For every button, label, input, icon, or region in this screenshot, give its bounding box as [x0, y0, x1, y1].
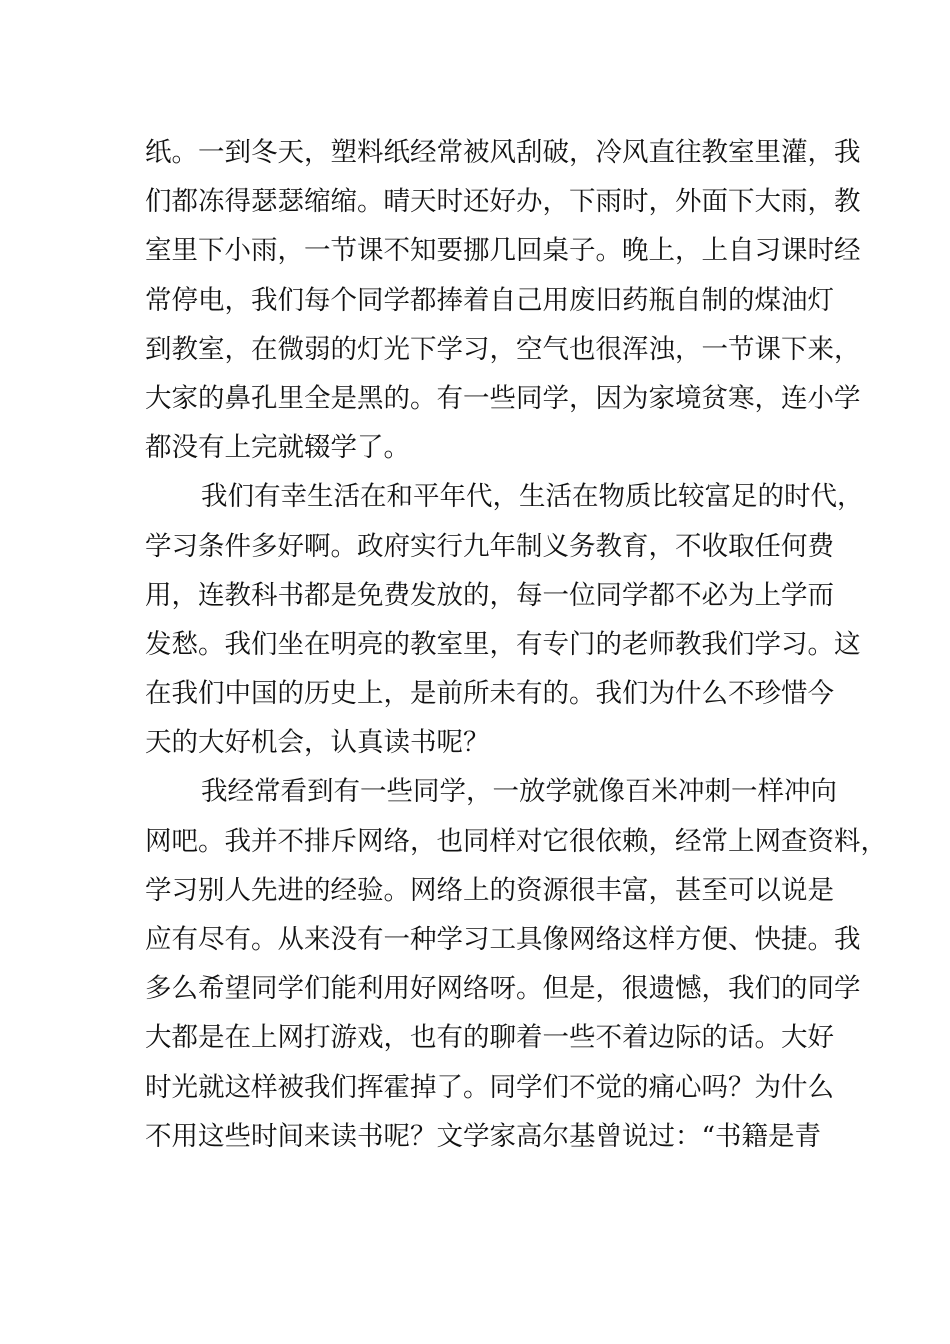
text-line: 学习别人先进的经验。网络上的资源很丰富，甚至可以说是 [145, 874, 834, 906]
text-line: 时光就这样被我们挥霍掉了。同学们不觉的痛心吗？为什么 [145, 1071, 834, 1103]
text-line: 我们有幸生活在和平年代，生活在物质比较富足的时代， [201, 481, 864, 513]
text-line: 大都是在上网打游戏，也有的聊着一些不着边际的话。大好 [145, 1022, 834, 1054]
text-line: 室里下小雨，一节课不知要挪几回桌子。晚上，上自习课时经 [145, 235, 861, 267]
text-line: 学习条件多好啊。政府实行九年制义务教育，不收取任何费 [145, 530, 834, 562]
text-line: 发愁。我们坐在明亮的教室里，有专门的老师教我们学习。这 [145, 628, 861, 660]
paragraph-1 [145, 128, 861, 472]
text-line: 网吧。我并不排斥网络，也同样对它很依赖，经常上网查资料， [145, 825, 887, 857]
paragraph-3 [145, 767, 887, 1161]
text-line: 大家的鼻孔里全是黑的。有一些同学，因为家境贫寒，连小学 [145, 382, 861, 414]
text-line: 天的大好机会，认真读书呢？ [145, 727, 490, 759]
document-body [145, 128, 887, 1161]
text-line: 我经常看到有一些同学，一放学就像百米冲刺一样冲向 [201, 776, 837, 808]
text-line: 在我们中国的历史上，是前所未有的。我们为什么不珍惜今 [145, 678, 834, 710]
text-line: 纸。一到冬天，塑料纸经常被风刮破，冷风直往教室里灌，我 [145, 137, 861, 168]
text-line: 常停电，我们每个同学都捧着自己用废旧药瓶自制的煤油灯 [145, 284, 834, 316]
text-line: 都没有上完就辍学了。 [145, 432, 410, 464]
text-line: 用，连教科书都是免费发放的，每一位同学都不必为上学而 [145, 579, 834, 611]
text-line: 到教室，在微弱的灯光下学习，空气也很浑浊，一节课下来， [145, 333, 861, 365]
text-line: 不用这些时间来读书呢？文学家高尔基曾说过：“书籍是青 [145, 1120, 822, 1152]
text-line: 应有尽有。从来没有一种学习工具像网络这样方便、快捷。我 [145, 924, 861, 955]
paragraph-2 [145, 472, 864, 767]
text-line: 们都冻得瑟瑟缩缩。晴天时还好办，下雨时，外面下大雨，教 [145, 186, 861, 218]
text-line: 多么希望同学们能利用好网络呀。但是，很遗憾，我们的同学 [145, 973, 861, 1005]
